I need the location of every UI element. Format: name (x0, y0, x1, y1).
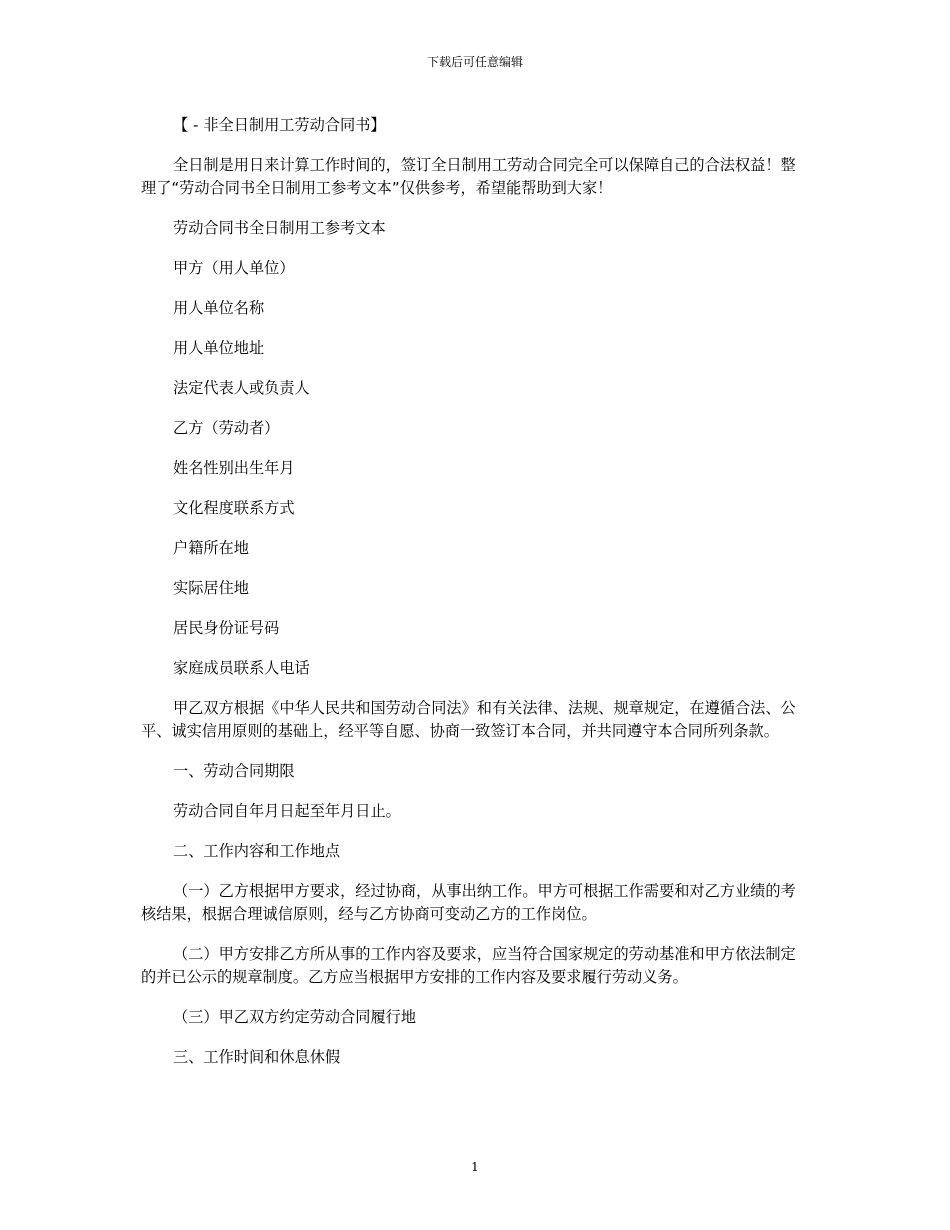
intro-paragraph: 全日制是用日来计算工作时间的，签订全日制用工劳动合同完全可以保障自己的合法权益！整理了“劳动合同书全日制用工参考文本”仅供参考，希望能帮助到大家！ (141, 156, 796, 197)
page-number: 1 (471, 1160, 479, 1174)
section-1-heading: 一、劳动合同期限 (173, 762, 295, 780)
education-contact-field: 文化程度联系方式 (173, 499, 295, 517)
residence-field: 实际居住地 (173, 579, 249, 597)
section-2-heading: 二、工作内容和工作地点 (173, 842, 341, 860)
doc-title: 【 - 非全日制用工劳动合同书】 (173, 116, 386, 134)
clause-2-3-paragraph: （三）甲乙双方约定劳动合同履行地 (173, 1008, 416, 1026)
section-3-heading: 三、工作时间和休息休假 (173, 1048, 341, 1066)
household-registration-field: 户籍所在地 (173, 539, 249, 557)
clause-2-1-paragraph: （一）乙方根据甲方要求，经过协商，从事出纳工作。甲方可根据工作需要和对乙方业绩的考核结果，根据合理诚信原则，经与乙方协商可变动乙方的工作岗位。 (141, 882, 796, 923)
id-number-field: 居民身份证号码 (173, 619, 280, 637)
preamble-paragraph: 甲乙双方根据《中华人民共和国劳动合同法》和有关法律、法规、规章规定，在遵循合法、公平、诚实信用原则的基础上，经平等自愿、协商一致签订本合同，并共同遵守本合同所列条款。 (141, 699, 796, 740)
contract-term-paragraph: 劳动合同自年月日起至年月日止。 (173, 802, 401, 820)
clause-2-2-paragraph: （二）甲方安排乙方所从事的工作内容及要求，应当符合国家规定的劳动基准和甲方依法制定的并已公示的规章制度。乙方应当根据甲方安排的工作内容及要求履行劳动义务。 (141, 945, 796, 986)
document-body (141, 114, 809, 1086)
party-b-heading: 乙方（劳动者） (173, 419, 280, 437)
employer-name-field: 用人单位名称 (173, 299, 265, 317)
employer-address-field: 用人单位地址 (173, 339, 265, 357)
legal-representative-field: 法定代表人或负责人 (173, 379, 310, 397)
party-a-heading: 甲方（用人单位） (173, 259, 295, 277)
template-title: 劳动合同书全日制用工参考文本 (173, 219, 386, 237)
name-gender-birth-field: 姓名性别出生年月 (173, 459, 295, 477)
page-header: 下载后可任意编辑 (426, 55, 523, 69)
family-contact-field: 家庭成员联系人电话 (173, 659, 310, 677)
